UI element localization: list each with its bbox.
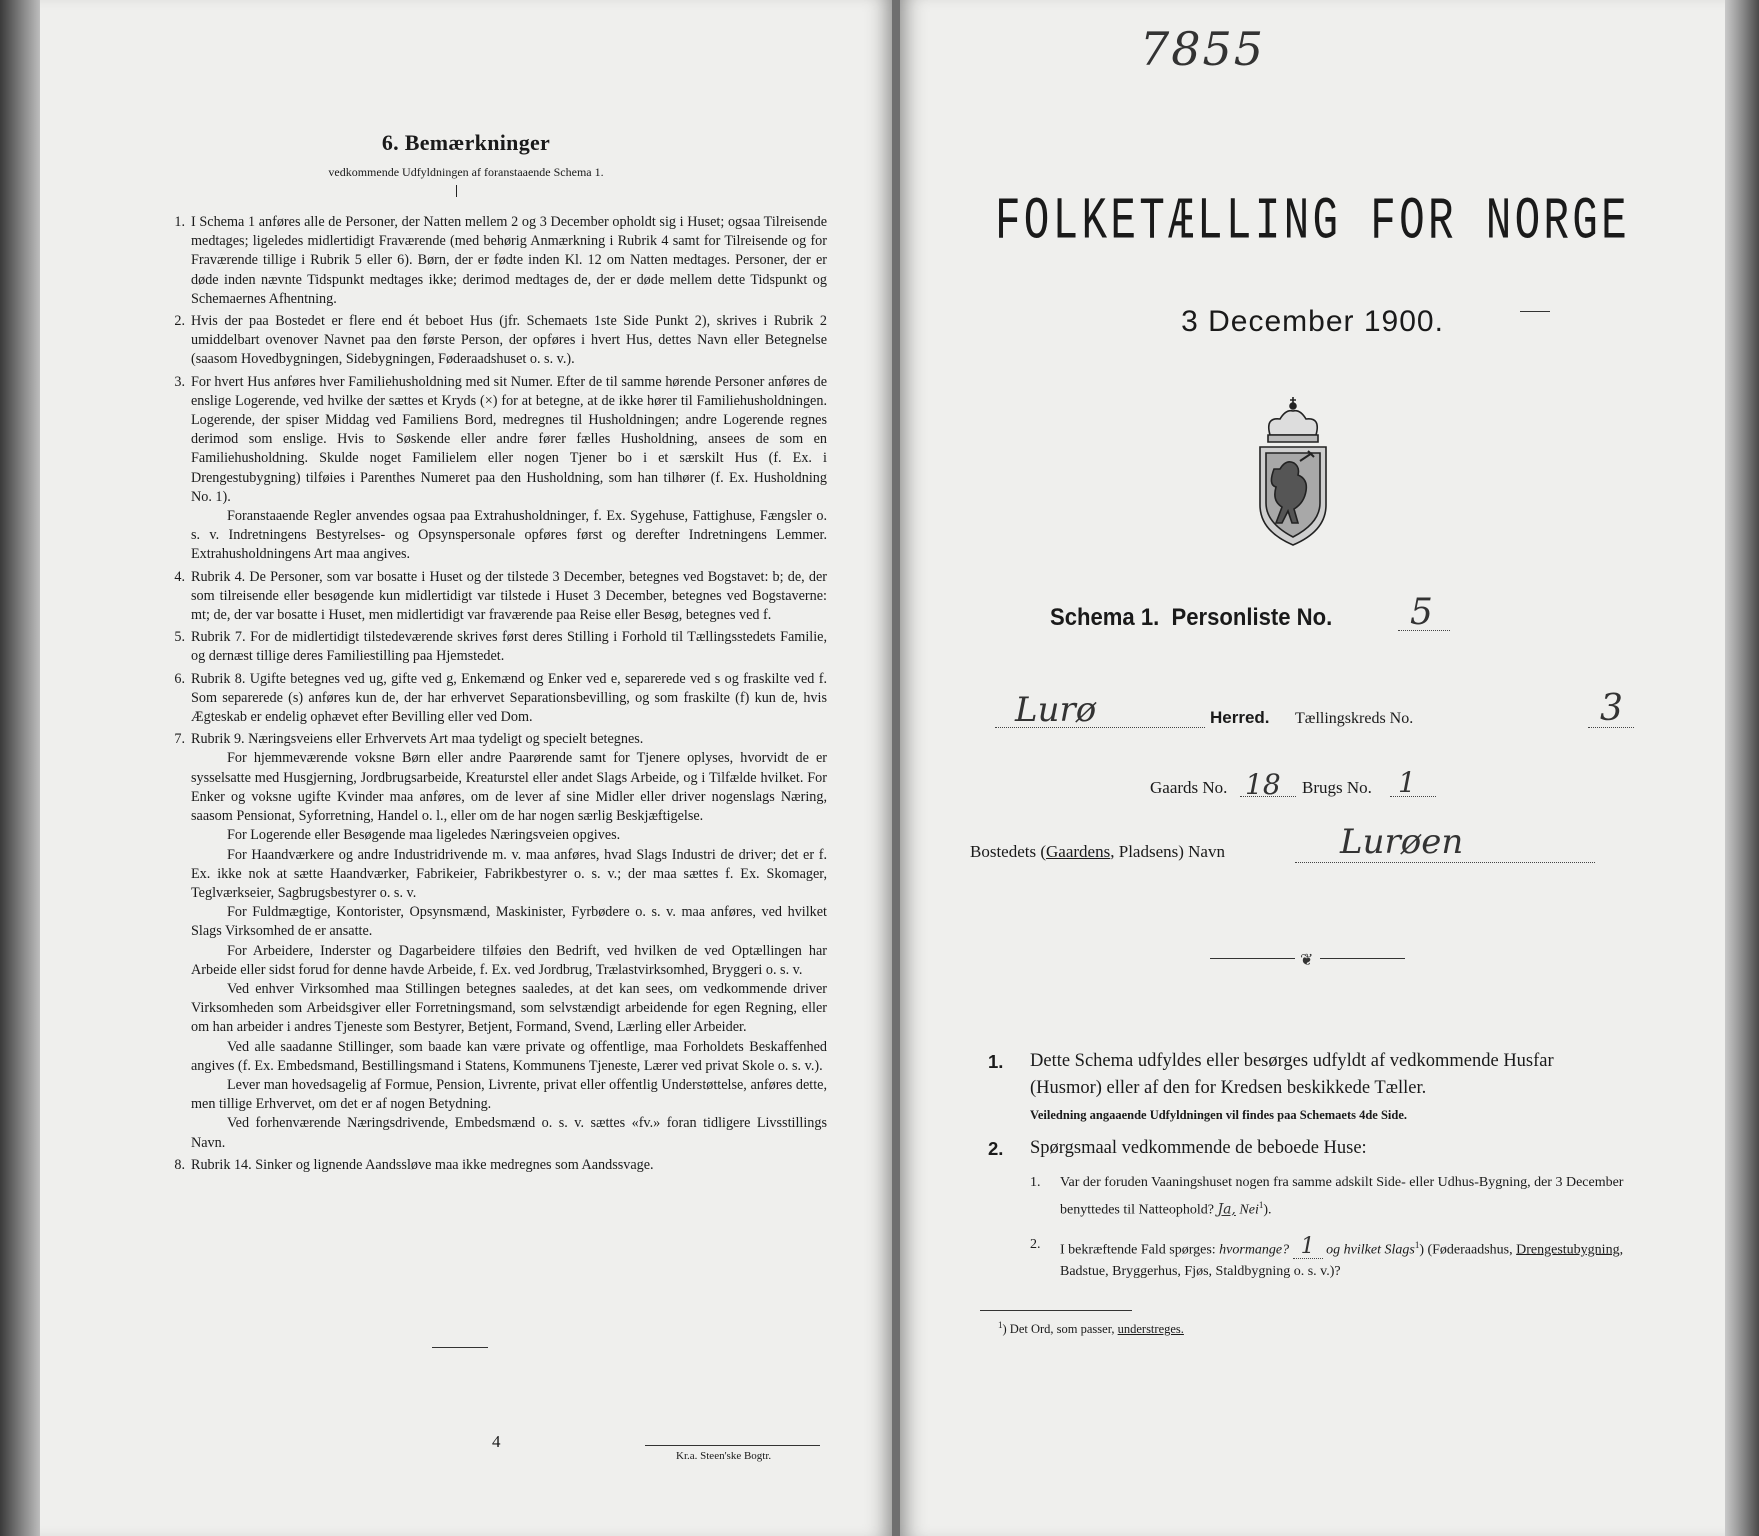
remark-paragraph: Rubrik 4. De Personer, som var bosatte i Huset og der tilstede 3 December, betegnes ved Bogstavet: b; de, der som tilreisende eller besøgende kun midlertidigt var tilstede i Huset 3 December, betegnes ved Bogstaverne: mt; de, der var bosatte i Huset, men midlertidigt var fraværende paa Reise eller Besøg, betegnes ved f. (191, 568, 827, 624)
gaards-label: Gaards No. (1150, 778, 1228, 797)
footnote-text: Det Ord, som passer, (1009, 1322, 1115, 1337)
brugs-label: Brugs No. (1302, 778, 1372, 797)
remark-paragraph: Ved enhver Virksomhed maa Stillingen betegnes saaledes, at det kan sees, om vedkommende driver Virksomheden som Arbeidsgiver eller Forretningsmand, som selvstændigt arbeidende for egen Regning, eller om han arbeider i andres Tjeneste som Bestyrer, Betjent, Formand, Svend, Lærling eller Arbeider. (191, 980, 827, 1036)
question-1-body: Var der foruden Vaaningshuset nogen fra samme adskilt Side- eller Udhus-Bygning, der 3 December benyttedes til Natteophold? Ja, Nei$^1$). (1060, 1175, 1624, 1218)
footnote: $^1$) Det Ord, som passer, understreges. (998, 1320, 1184, 1337)
remark-paragraph: For hjemmeværende voksne Børn eller andre Paarørende samt for Tjenere oplyses, hvorvidt de er sysselsatte med Husgjerning, Jordbrugsarbeide, Kreaturstel eller andet Slags Arbeide, og i Tilfælde hvilket. For Enker og voksne ugifte Kvinder maa anføres, om de lever af sine Midler eller driver nogenslags Næring, saasom Pensionat, Syforretning, Handel o. l., eller om de har nogen særlig Beskjæftigelse. (191, 750, 827, 825)
remark-number: 4. (174, 568, 185, 585)
schema-label: Schema 1. (1050, 604, 1160, 631)
remark-paragraph: Ved forhenværende Næringsdrivende, Embedsmænd o. s. v. sættes «fv.» foran tidligere Livsstillings Navn. (191, 1115, 827, 1151)
bosted-label-part1: Bostedets ( (970, 842, 1047, 861)
brugs-number: 1 (1398, 766, 1416, 799)
bosted-value: Lurøen (1340, 822, 1464, 862)
remark-body (191, 373, 827, 565)
instruction-1 (988, 1048, 1628, 1129)
remark-item (147, 730, 827, 1152)
question-2 (1030, 1234, 1628, 1284)
instruction-2 (988, 1135, 1628, 1162)
remark-number: 6. (174, 670, 185, 687)
instruction-1-body (1030, 1048, 1628, 1129)
printer-credit: Kr.a. Steen'ske Bogtr. (676, 1450, 772, 1462)
brugs-field-line (1390, 796, 1436, 797)
remark-paragraph: Rubrik 14. Sinker og lignende Aandssløve maa ikke medregnes som Aandssvage. (191, 1156, 654, 1173)
herred-label-text: Herred. (1210, 708, 1270, 727)
instruction-1-note: Veiledning angaaende Udfyldningen vil findes paa Schemaets 4de Side. (1030, 1108, 1408, 1122)
form-title: FOLKETÆLLING FOR NORGE (994, 188, 1631, 256)
remark-number: 8. (174, 1156, 185, 1173)
remark-body (191, 730, 827, 1152)
bosted-field-line (1295, 862, 1595, 863)
remark-body (191, 1156, 827, 1175)
remarks-list (147, 213, 827, 1178)
herred-value: Lurø (1015, 690, 1097, 730)
remark-item (147, 373, 827, 565)
question-2-text-1: I bekræftende Fald spørges: (1060, 1242, 1216, 1258)
remark-paragraph: Lever man hovedsagelig af Formue, Pension, Livrente, privat eller offentlig Understøttelse, anføres dette, men tillige Erhvervet, om det er af nogen Betydning. (191, 1076, 827, 1113)
question-1-text: Var der foruden Vaaningshuset nogen fra samme adskilt Side- eller Udhus-Bygning, der 3 December benyttedes til Natteophold? (1060, 1175, 1624, 1218)
personliste-field-line (1398, 630, 1450, 631)
instruction-1-number: 1. (988, 1051, 1004, 1072)
remark-number: 3. (174, 373, 185, 390)
remark-number: 2. (174, 313, 185, 330)
footnote-rule (980, 1310, 1132, 1311)
question-1 (1030, 1172, 1628, 1222)
remark-paragraph: Foranstaaende Regler anvendes ogsaa paa Extrahusholdninger, f. Ex. Sygehuse, Fattighuse, Fængsler o. s. v. Indretningens Bestyrelses- og Opsynspersonale opføres først og derefter Indretningens Lemmer. Extrahusholdningens Art maa angives. (191, 508, 827, 563)
personliste-number: 5 (1410, 592, 1433, 633)
remark-item (147, 670, 827, 728)
remark-paragraph: Hvis der paa Bostedet er flere end ét beboet Hus (jfr. Schemaets 1ste Side Punkt 2), skrives i Rubrik 2 umiddelbart ovenover Navnet paa den første Person, der opføres i hvert Hus, dettes Navn eller Betegnelse (saasom Hovedbygningen, Sidebygningen, Føderaadshuset o. s. v.). (191, 313, 827, 368)
remark-paragraph: For Haandværkere og andre Industridrivende m. v. maa anføres, hvad Slags Industri de driver; det er f. Ex. ikke nok at sætte Haandværker, Fabrikeier, Fabrikbestyrer o. s. v.; der maa sættes f. Ex. Skomager, Teglværkseier, Sagbrugsbestyrer o. s. v. (191, 846, 827, 901)
ornament-rule-left (1210, 958, 1295, 959)
remark-item (147, 628, 827, 666)
remark-item (147, 1156, 827, 1175)
remark-paragraph: For Fuldmægtige, Kontorister, Opsynsmænd, Maskinister, Fyrbødere o. s. v. maa anføres, ved hvilket Slags Virksomhed de er ansatte. (191, 904, 827, 940)
question-2-text-4: , Badstue, Bryggerhus, Fjøs, Staldbygning o. s. v.)? (1060, 1242, 1624, 1280)
kreds-number: 3 (1600, 688, 1623, 729)
bosted-label (970, 842, 1225, 862)
remark-paragraph: Rubrik 8. Ugifte betegnes ved ug, gifte ved g, Enkemænd og Enker ved e, separerede ved s og fraskilte ved f. Som separerede (s) anføres kun de, der har erhvervet Separationsbevilling, og som fraskilte (f) kun de, hvis Ægteskab er endelig ophævet efter Bevilling eller ved Dom. (191, 670, 827, 726)
remark-number: 5. (174, 629, 185, 646)
instructions (988, 1048, 1628, 1283)
question-1-number: 1. (1030, 1175, 1041, 1190)
question-2-body: I bekræftende Fald spørges: hvormange? 1 og hvilket Slags$^1$) (Føderaadshus, Drengestubygning, Badstue, Bryggerhus, Fjøs, Staldbygning o. s. v.)? (1060, 1234, 1624, 1280)
herred-label (1210, 708, 1270, 728)
page-title: 6. Bemærkninger (381, 130, 551, 155)
remark-body (191, 628, 827, 666)
left-page (40, 0, 892, 1536)
gaards-field-line (1240, 796, 1296, 797)
question-1-nei: Nei (1239, 1202, 1259, 1218)
remark-body (191, 312, 827, 370)
date-rule (1520, 311, 1550, 312)
book-right-edge (1725, 0, 1759, 1536)
remark-body (191, 670, 827, 728)
remark-paragraph: For Logerende eller Besøgende maa ligeledes Næringsveien opgives. (227, 827, 621, 844)
kreds-label: Tællingskreds No. (1295, 710, 1414, 727)
remark-number: 7. (174, 731, 185, 748)
remark-number: 1. (174, 214, 185, 230)
remark-paragraph: Rubrik 7. For de midlertidigt tilstedeværende skrives først deres Stilling i Forhold til Tællingsstedets Familie, og dernæst tillige deres Familiestilling paa Hjemstedet. (191, 629, 827, 665)
remark-item (147, 568, 827, 626)
footnote-underline-word: understreges. (1117, 1322, 1184, 1337)
coat-of-arms-icon (1250, 395, 1336, 547)
ornament-rule-right (1320, 958, 1405, 959)
remark-paragraph: Rubrik 9. Næringsveiens eller Erhvervets Art maa tydeligt og specielt betegnes. (191, 731, 644, 748)
gaards-number: 18 (1245, 768, 1281, 801)
remark-paragraph: For Arbeidere, Inderster og Dagarbeidere tilføies den Bedrift, ved hvilken de ved Optællingen har Arbeide eller sidst forud for denne havde Arbeide, f. Ex. ved Jordbrug, Trælastvirksomhed, Bryggeri o. s. v. (191, 942, 827, 978)
instruction-1-text: Dette Schema udfyldes eller besørges udfyldt af vedkommende Husfar (Husmor) eller af den for Kredsen beskikkede Tæller. (1030, 1051, 1554, 1098)
book-left-edge (0, 0, 40, 1536)
instruction-2-text: Spørgsmaal vedkommende de beboede Huse: (1030, 1138, 1367, 1158)
question-1-ja: Ja, (1217, 1201, 1236, 1218)
question-2-text-3: (Føderaadshus, (1427, 1242, 1513, 1258)
bosted-label-part2: , Pladsens) Navn (1110, 842, 1225, 861)
remark-paragraph: I Schema 1 anføres alle de Personer, der Natten mellem 2 og 3 December opholdt sig i Huset; ogsaa Tilreisende medtages; ligeledes midlertidigt Fraværende (med behørig Anmærkning i Rubrik 4 samt for Tilreisende og for Fraværende tillige i Rubrik 5 eller 6). Børn, der er fødte inden Kl. 12 om Natten medtages. Personer, der er døde inden nævnte Tidspunkt medtages ikke; derimod medtages de, der er døde mellem dette Tidspunkt og Schemaernes Afhentning. (191, 214, 827, 307)
printer-rule (645, 1445, 820, 1446)
title-rule (456, 185, 457, 197)
remark-body (191, 213, 827, 309)
personliste-label: Personliste No. (1171, 604, 1333, 631)
herred-field-line (995, 727, 1205, 728)
remark-paragraph: Ved alle saadanne Stillinger, som baade kan være private og offentlige, maa Forholdets Beskaffenhed angives (f. Ex. Embedsmand, Bestillingsmand i Statens, Kommunens Tjeneste, Lærer ved privat Skole o. s. v.). (191, 1038, 827, 1074)
end-rule (432, 1347, 488, 1348)
instruction-2-number: 2. (988, 1138, 1004, 1159)
question-2-hvormange: hvormange? (1219, 1242, 1290, 1258)
ornament-icon: ❦ (1300, 952, 1314, 969)
bosted-label-gaardens: Gaardens (1046, 842, 1111, 861)
question-2-answer: 1 (1293, 1236, 1323, 1259)
question-2-number: 2. (1030, 1236, 1041, 1252)
remark-item (147, 213, 827, 309)
kreds-field-line (1588, 727, 1634, 728)
remark-item (147, 312, 827, 370)
question-2-text-2: og hvilket Slags (1326, 1242, 1415, 1258)
schema-heading (1050, 604, 1332, 632)
page-subtitle: vedkommende Udfyldningen af foranstaaende Schema 1. (328, 165, 604, 179)
census-date: 3 December 1900. (1181, 305, 1444, 338)
remark-body (191, 568, 827, 626)
remark-paragraph: For hvert Hus anføres hver Familiehusholdning med sit Numer. Efter de til samme hørende Personer anføres de enslige Logerende, ved hvilke der sættes et Kryds (×) for at betegne, at de ikke hører til Familiehusholdningen. Logerende, der spiser Middag ved Familiens Bord, medregnes til Husholdningen; andre Logerende regnes derimod som enslige. Hvis to Søskende eller andre fører fælles Husholdning, ansees de som en Familiehusholdning. Skulde noget Familielem eller nogen Tjener bo i et særskilt Hus (f. Ex. i Drengestubygning) tilføies i Parenthes Numeret paa den Husholdning, som han tilhører (f. Ex. Husholdning No. 1). (191, 373, 827, 505)
right-page (900, 0, 1725, 1536)
page-number: 4 (492, 1432, 501, 1451)
archive-number: 7855 (1140, 22, 1266, 76)
book-gutter (892, 0, 900, 1536)
question-2-drengestubygning: Drengestubygning (1516, 1242, 1620, 1258)
